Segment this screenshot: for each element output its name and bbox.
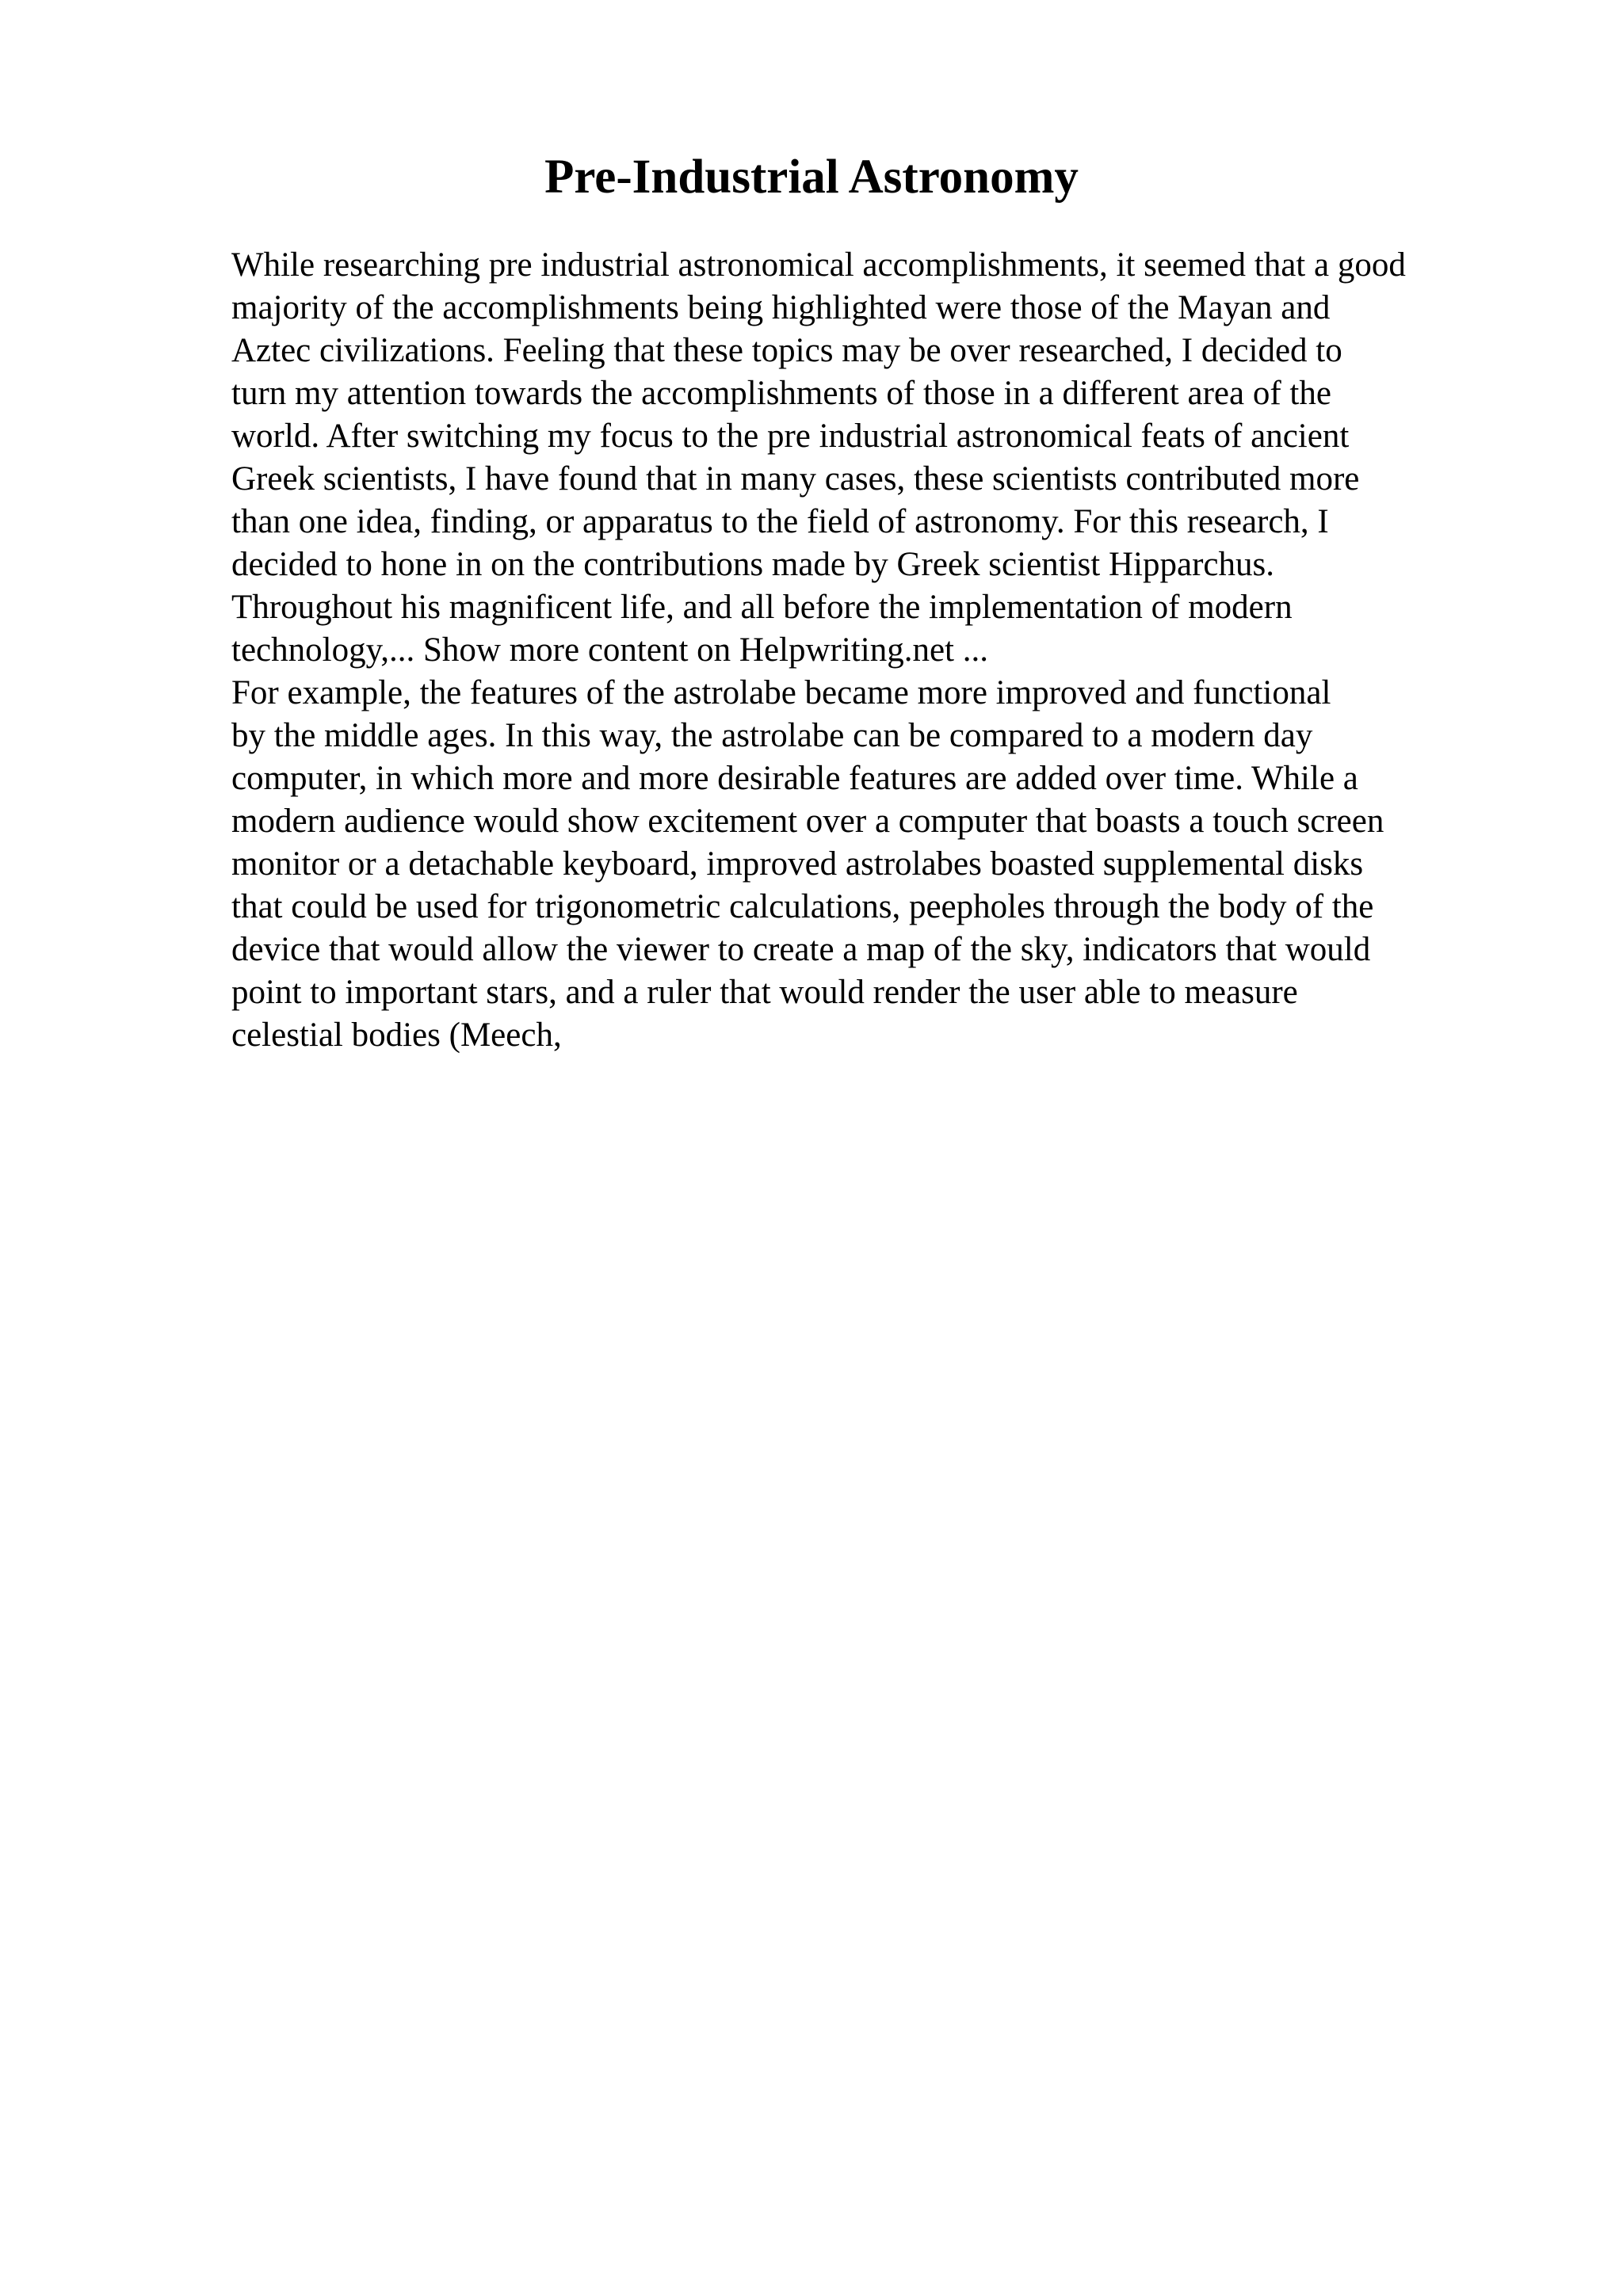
body-line: Throughout his magnificent life, and all before the implementation of modern	[231, 589, 1293, 626]
document-body	[231, 244, 1531, 1057]
body-line: For example, the features of the astrolabe became more improved and functional	[231, 674, 1331, 711]
body-line: celestial bodies (Meech,	[231, 1016, 562, 1054]
body-line: monitor or a detachable keyboard, improved astrolabes boasted supplemental disks	[231, 845, 1364, 883]
body-line: computer, in which more and more desirable features are added over time. While a	[231, 760, 1358, 797]
body-line: modern audience would show excitement over a computer that boasts a touch screen	[231, 803, 1384, 840]
body-line: world. After switching my focus to the pre industrial astronomical feats of ancient	[231, 418, 1350, 455]
body-line: point to important stars, and a ruler that would render the user able to measure	[231, 974, 1298, 1011]
body-line: Aztec civilizations. Feeling that these topics may be over researched, I decided to	[231, 332, 1342, 369]
body-line: that could be used for trigonometric calculations, peepholes through the body of the	[231, 888, 1374, 925]
body-line: than one idea, finding, or apparatus to the field of astronomy. For this research, I	[231, 503, 1329, 540]
body-line: turn my attention towards the accomplishments of those in a different area of the	[231, 375, 1331, 412]
show-more-line: technology,... Show more content on Helpwriting.net ...	[231, 631, 988, 669]
body-line: Greek scientists, I have found that in many cases, these scientists contributed more	[231, 460, 1360, 498]
body-line: decided to hone in on the contributions made by Greek scientist Hipparchus.	[231, 546, 1274, 583]
document-title: Pre-Industrial Astronomy	[544, 151, 1079, 204]
body-line: device that would allow the viewer to create a map of the sky, indicators that would	[231, 931, 1371, 968]
body-line: by the middle ages. In this way, the astrolabe can be compared to a modern day	[231, 717, 1313, 754]
body-line: majority of the accomplishments being highlighted were those of the Mayan and	[231, 289, 1331, 326]
body-line: While researching pre industrial astronomical accomplishments, it seemed that a good	[231, 246, 1406, 284]
